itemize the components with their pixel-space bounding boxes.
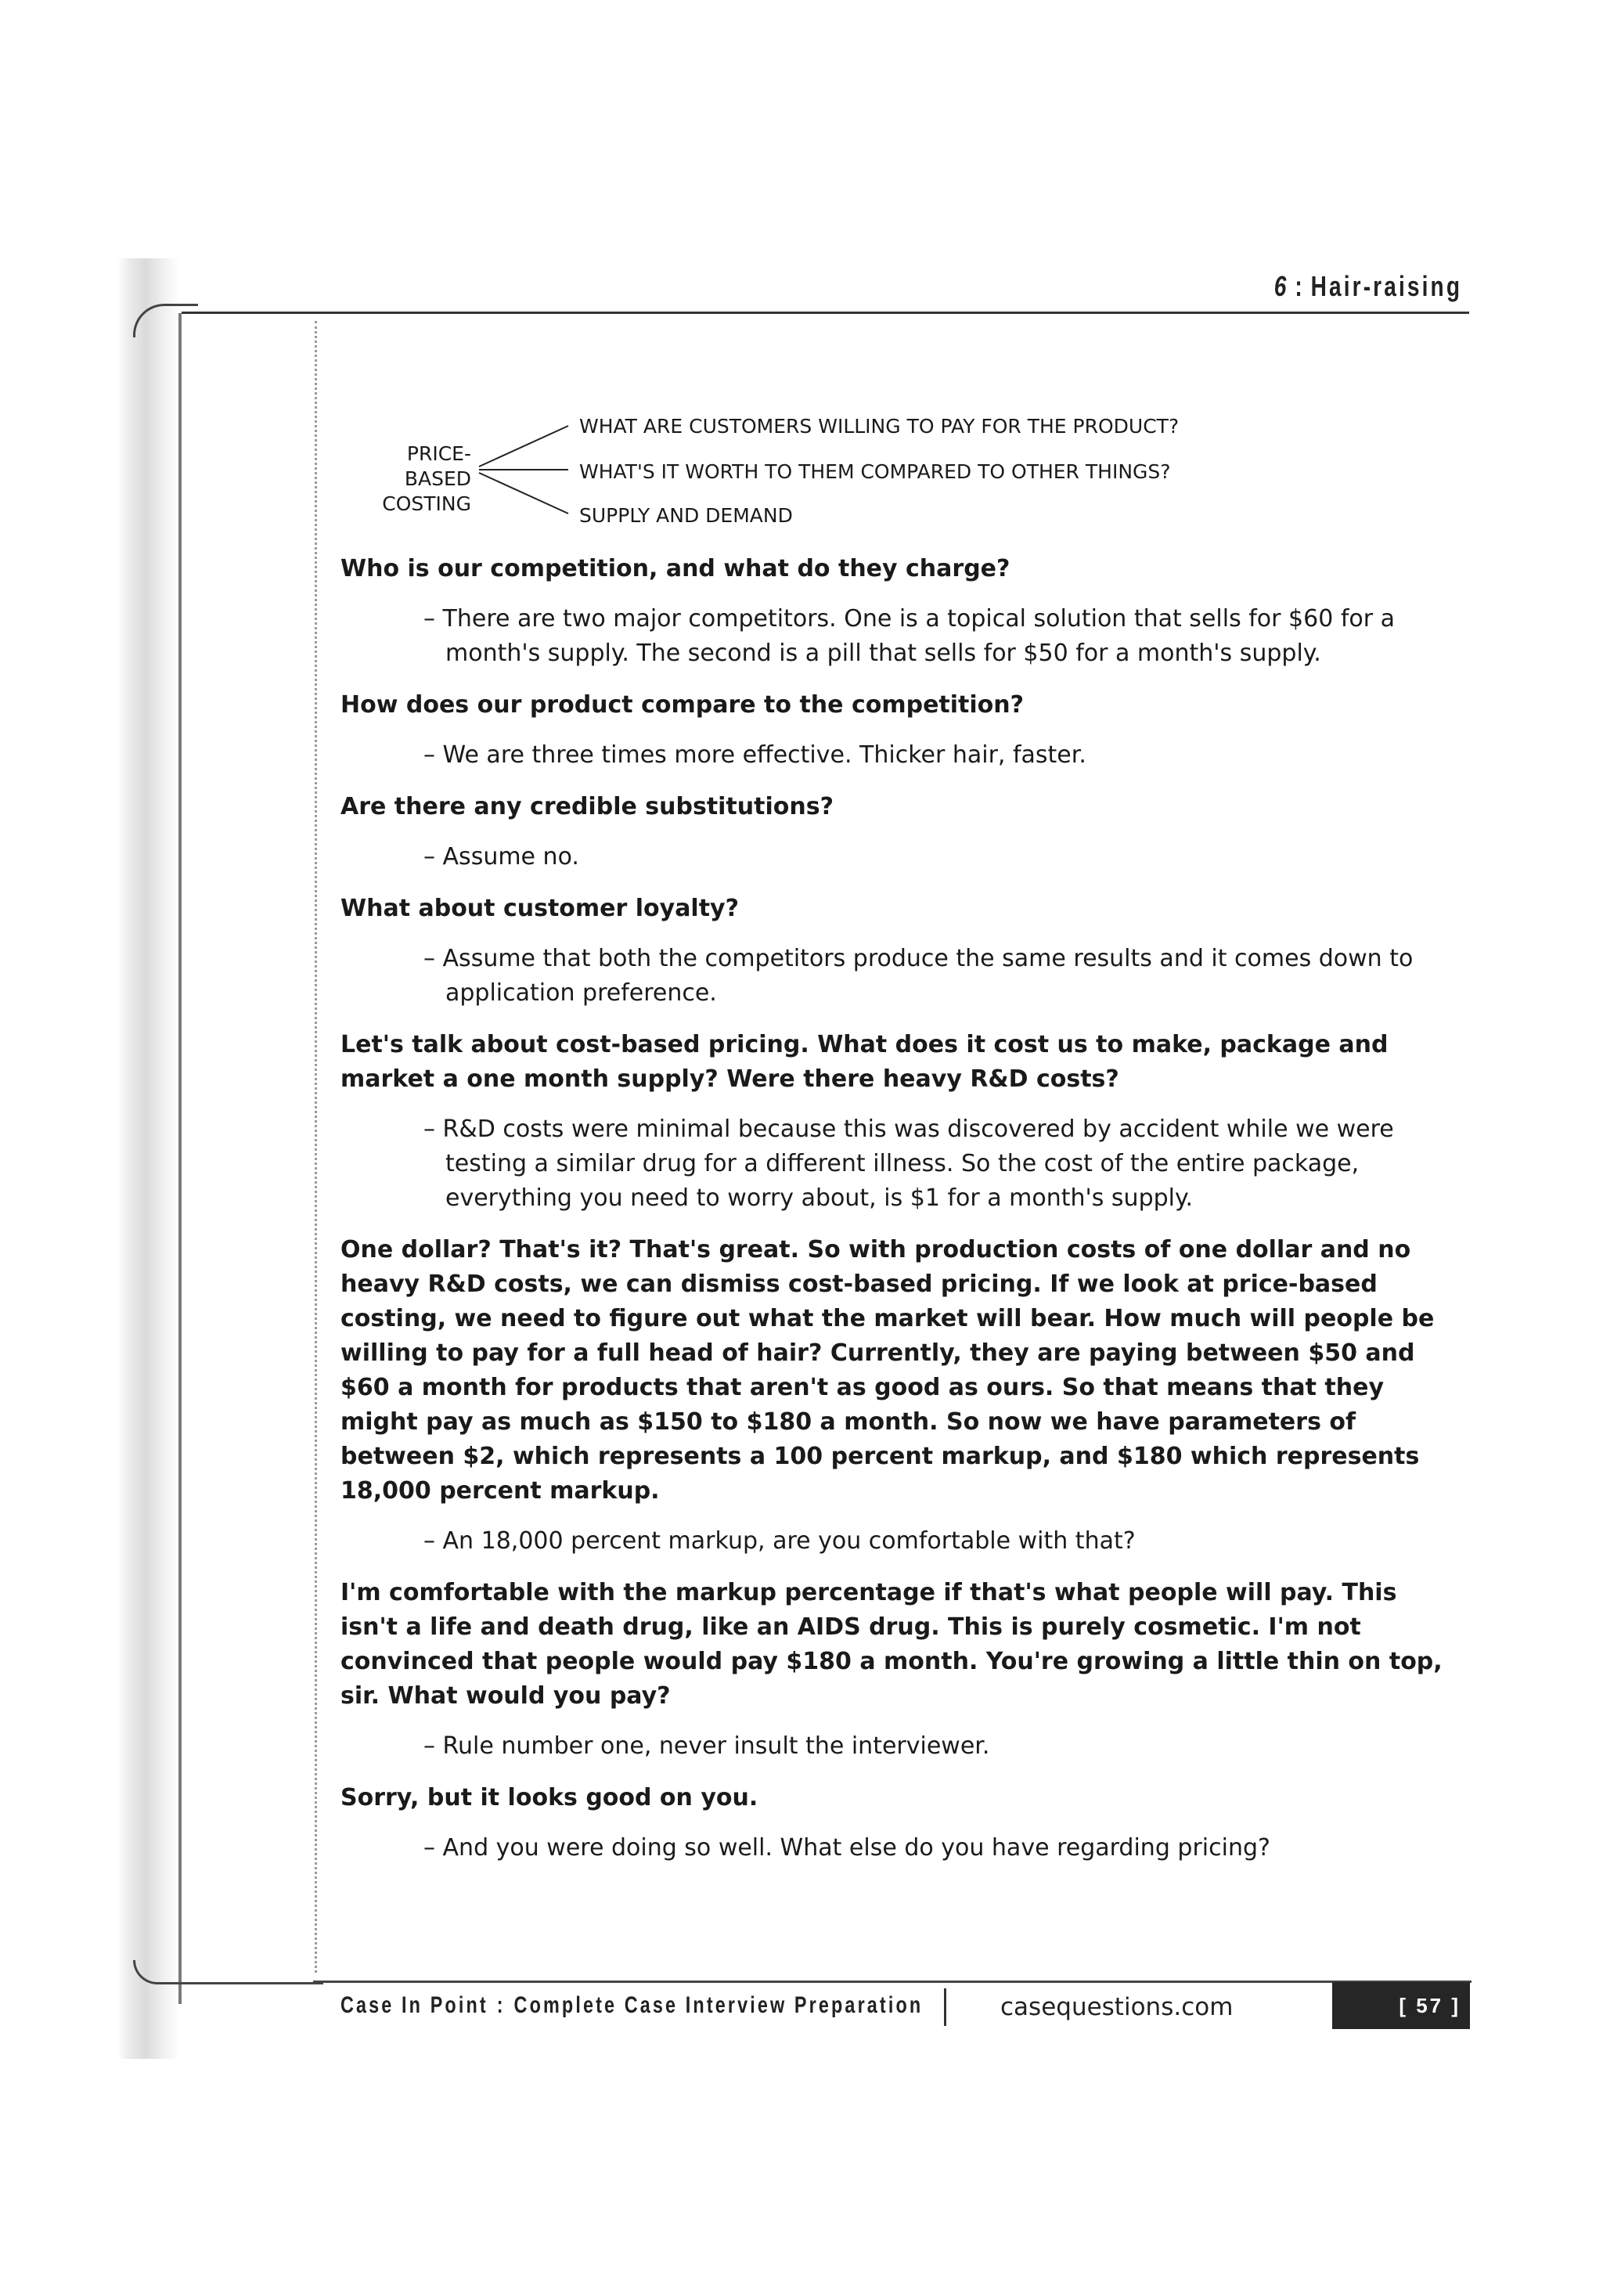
footer-divider [944,1988,946,2026]
answer: – Assume that both the competitors produce the same results and it comes down to application preference. [423,945,1414,1007]
header-separator: : [1295,270,1305,302]
price-based-costing-diagram [344,407,1284,532]
book-title: Case In Point [340,1992,488,2018]
diagram-branch-1: WHAT ARE CUSTOMERS WILLING TO PAY FOR THE PRODUCT? [579,415,1180,438]
answer: – Rule number one, never insult the interviewer. [423,1732,990,1760]
footer-separator: : [496,1992,506,2018]
binding-shadow [117,258,180,2059]
answer: – And you were doing so well. What else do you have regarding pricing? [423,1834,1270,1862]
question: What about customer loyalty? [340,895,740,922]
answer: – There are two major competitors. One is a topical solution that sells for $60 for a month's supply. The second is a pill that sells for $50 for a month's supply. [423,605,1395,667]
question: Who is our competition, and what do they charge? [340,555,1010,582]
answer: – R&D costs were minimal because this was discovered by accident while we were testing a similar drug for a different illness. So the cost of the entire package, everything you need to worry about, is $1 for a month's supply. [423,1116,1394,1212]
chapter-title: Hair-raising [1310,270,1462,302]
answer: – An 18,000 percent markup, are you comfortable with that? [423,1527,1136,1555]
diagram-branch-3: SUPPLY AND DEMAND [579,504,793,527]
footer-url: casequestions.com [1000,1993,1234,2021]
diagram-root-label [344,442,471,517]
footer-book-title [340,1992,923,2019]
question: One dollar? That's it? That's great. So with production costs of one dollar and no heavy R&D costs, we can dismiss cost-based pricing. If we look at price-based costing, we need to figure out what the market will bear. How much will people be willing to pay for a full head of hair? Currently, they are paying between $50 and $60 a month for products that aren't as good as ours. So that means that they might pay as much as $150 to $180 a month. So now we have parameters of between $2, which represents a 100 percent markup, and $180 which represents 18,000 percent markup. [340,1236,1435,1505]
diagram-branch-2: WHAT'S IT WORTH TO THEM COMPARED TO OTHER THINGS? [579,460,1171,483]
header-rule [182,312,1469,314]
chapter-number: 6 [1273,270,1289,302]
connector-branch-3 [479,473,568,514]
question: How does our product compare to the competition? [340,691,1025,719]
dialogue-body [340,552,1452,1883]
answer: – Assume no. [423,843,579,870]
corner-curve-bottom [133,1960,323,1984]
diagram-root-line-1: PRICE-BASED [404,442,471,490]
book-subtitle: Complete Case Interview Preparation [513,1992,924,2018]
question: Let's talk about cost-based pricing. What does it cost us to make, package and market a one month supply? Were there heavy R&D costs? [340,1031,1389,1093]
margin-guide [315,321,317,1973]
page-number: [ 57 ] [1332,1982,1470,2029]
question: I'm comfortable with the markup percentage if that's what people will pay. This isn't a life and death drug, like an AIDS drug. This is purely cosmetic. I'm not convinced that people would pay $180 a month. You're growing a little thin on top, sir. What would you pay? [340,1579,1443,1710]
diagram-root-line-2: COSTING [382,492,471,515]
running-head [1274,270,1462,303]
binding-edge [178,313,182,2004]
question: Are there any credible substitutions? [340,793,834,820]
answer: – We are three times more effective. Thicker hair, faster. [423,741,1086,769]
footer-rule [313,1981,1472,1983]
connector-branch-1 [479,426,568,467]
question: Sorry, but it looks good on you. [340,1784,758,1811]
